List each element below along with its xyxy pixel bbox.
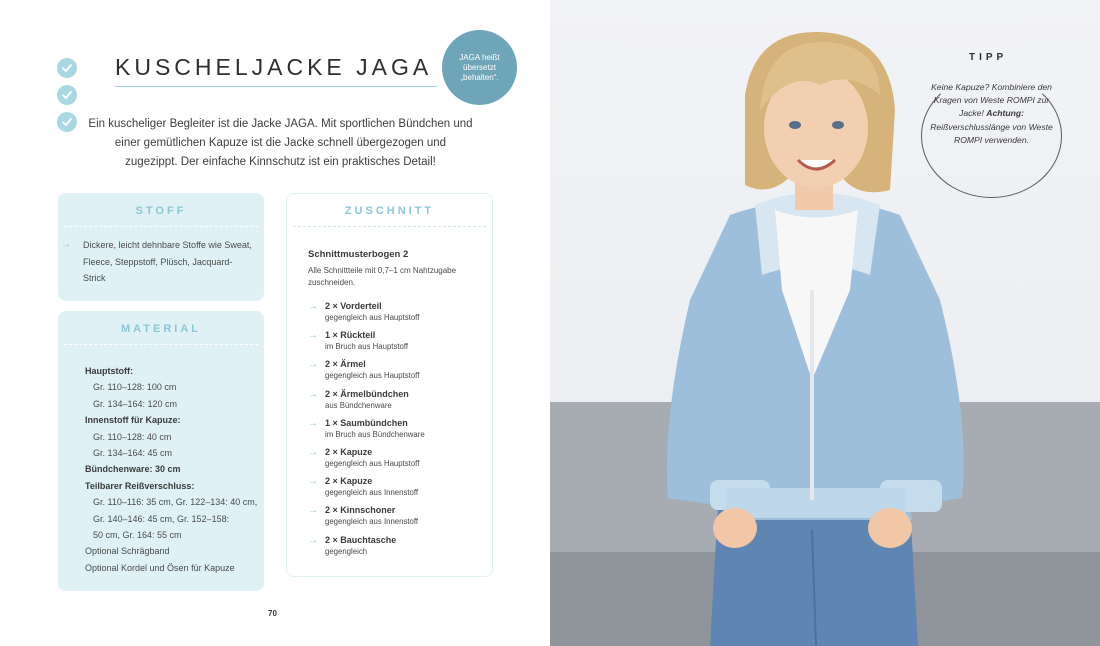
tipp-text — [928, 81, 1055, 147]
list-item — [308, 417, 488, 446]
cut-piece-name: 2 × Bauchtasche — [325, 534, 397, 545]
arrow-right-icon: → — [308, 417, 318, 429]
stoff-description: Dickere, leicht dehnbare Stoffe wie Sweat, Fleece, Steppstoff, Plüsch, Jacquard-Strick — [83, 240, 252, 283]
arrow-right-icon: → — [308, 534, 318, 546]
cut-piece-name: 2 × Vorderteil — [325, 301, 382, 311]
cut-piece-name: 2 × Ärmel — [325, 359, 366, 370]
cut-piece-description: gegengleich aus Hauptstoff — [325, 371, 420, 381]
material-line: Teilbarer Reißverschluss: — [85, 480, 195, 491]
material-line: 50 cm, Gr. 164: 55 cm — [93, 530, 182, 541]
list-item — [308, 329, 488, 358]
tipp-text-part: Keine Kapuze? Kombiniere den Kragen von Weste ROMPI zur Jacke! — [931, 82, 1052, 119]
divider — [64, 226, 258, 227]
arrow-right-icon: → — [308, 446, 318, 458]
difficulty-rating — [57, 58, 79, 139]
material-list — [85, 363, 260, 576]
cut-piece-name: 2 × Kapuze — [325, 476, 373, 487]
tipp-text-part: Reißverschlusslänge von Weste ROMPI verwenden. — [930, 121, 1053, 145]
arrow-right-icon: → — [308, 476, 318, 488]
cut-piece-description: gegengleich aus Hauptstoff — [325, 458, 420, 468]
cut-piece-name: 2 × Kapuze — [325, 446, 373, 457]
material-line: Gr. 110–128: 100 cm — [93, 382, 177, 393]
intro-text: Ein kuscheliger Begleiter ist die Jacke JAGA. Mit sportlichen Bündchen und einer gemütlichen Kapuze ist die Jacke schnell übergezogen und zugezippt. Der einfache Kinnschutz ist ein praktisches Detail! — [88, 118, 473, 168]
list-item — [308, 300, 488, 329]
cut-piece-name: 2 × Ärmelbündchen — [325, 388, 409, 399]
cut-piece-description: gegengleich aus Innenstoff — [325, 488, 419, 498]
cut-piece-description: im Bruch aus Hauptstoff — [325, 342, 409, 352]
tipp-warning: Achtung: — [986, 108, 1024, 119]
arrow-right-icon: → — [308, 330, 318, 342]
check-icon — [57, 58, 77, 78]
check-icon — [57, 112, 77, 132]
cut-piece-description: gegengleich aus Hauptstoff — [325, 313, 420, 322]
arrow-right-icon: → — [308, 505, 318, 517]
material-line: Gr. 140–146: 45 cm, Gr. 152–158: — [93, 513, 230, 524]
material-line: Hauptstoff: — [85, 366, 133, 376]
cut-piece-description: aus Bündchenware — [325, 400, 392, 410]
cut-piece-description: gegengleich aus Innenstoff — [325, 517, 419, 527]
list-item — [308, 534, 488, 563]
badge-text: JAGA heißt übersetzt „behalten“. — [459, 52, 500, 82]
cut-piece-name: 2 × Kinnschoner — [325, 505, 396, 516]
list-item — [308, 446, 488, 475]
material-line: Gr. 110–116: 35 cm, Gr. 122–134: 40 cm, — [93, 497, 258, 508]
list-item — [308, 504, 488, 533]
material-line: Optional Schrägband — [85, 546, 170, 557]
list-item — [308, 358, 488, 387]
page-title: KUSCHELJACKE JAGA — [115, 54, 433, 80]
divider — [293, 226, 486, 227]
material-line: Optional Kordel und Ösen für Kapuze — [85, 562, 235, 573]
translation-badge — [442, 30, 517, 105]
stoff-text — [61, 237, 253, 287]
zuschnitt-note: Alle Schnittteile mit 0,7–1 cm Nahtzugabe zuschneiden. — [308, 266, 457, 287]
check-icon — [57, 85, 77, 105]
list-item — [308, 388, 488, 417]
material-line: Gr. 134–164: 45 cm — [93, 448, 173, 459]
arrow-right-icon: → — [308, 359, 318, 371]
material-line: Gr. 134–164: 120 cm — [93, 398, 178, 409]
cut-piece-name: 1 × Rückteil — [325, 330, 376, 341]
material-heading: MATERIAL — [120, 323, 201, 335]
stoff-box — [58, 193, 264, 301]
list-item — [308, 475, 488, 504]
stoff-heading: STOFF — [135, 205, 187, 217]
material-line: Gr. 110–128: 40 cm — [93, 431, 172, 442]
arrow-right-icon: → — [308, 388, 318, 400]
title-underline — [115, 86, 437, 87]
divider — [64, 344, 258, 345]
cut-piece-name: 1 × Saumbündchen — [325, 417, 408, 428]
zuschnitt-list — [308, 300, 488, 563]
zuschnitt-subheading: Schnittmusterbogen 2 — [308, 249, 409, 260]
arrow-right-icon: → — [308, 301, 318, 312]
page-number: 70 — [268, 609, 277, 618]
cut-piece-description: gegengleich — [325, 546, 368, 556]
material-line: Bündchenware: 30 cm — [85, 464, 181, 475]
zuschnitt-heading: ZUSCHNITT — [344, 205, 435, 217]
tipp-heading: TIPP — [969, 52, 1008, 63]
zuschnitt-box — [286, 193, 493, 577]
material-box — [58, 311, 264, 591]
material-line: Innenstoff für Kapuze: — [85, 415, 181, 426]
cut-piece-description: im Bruch aus Bündchenware — [325, 429, 425, 439]
arrow-right-icon: → — [61, 239, 71, 250]
